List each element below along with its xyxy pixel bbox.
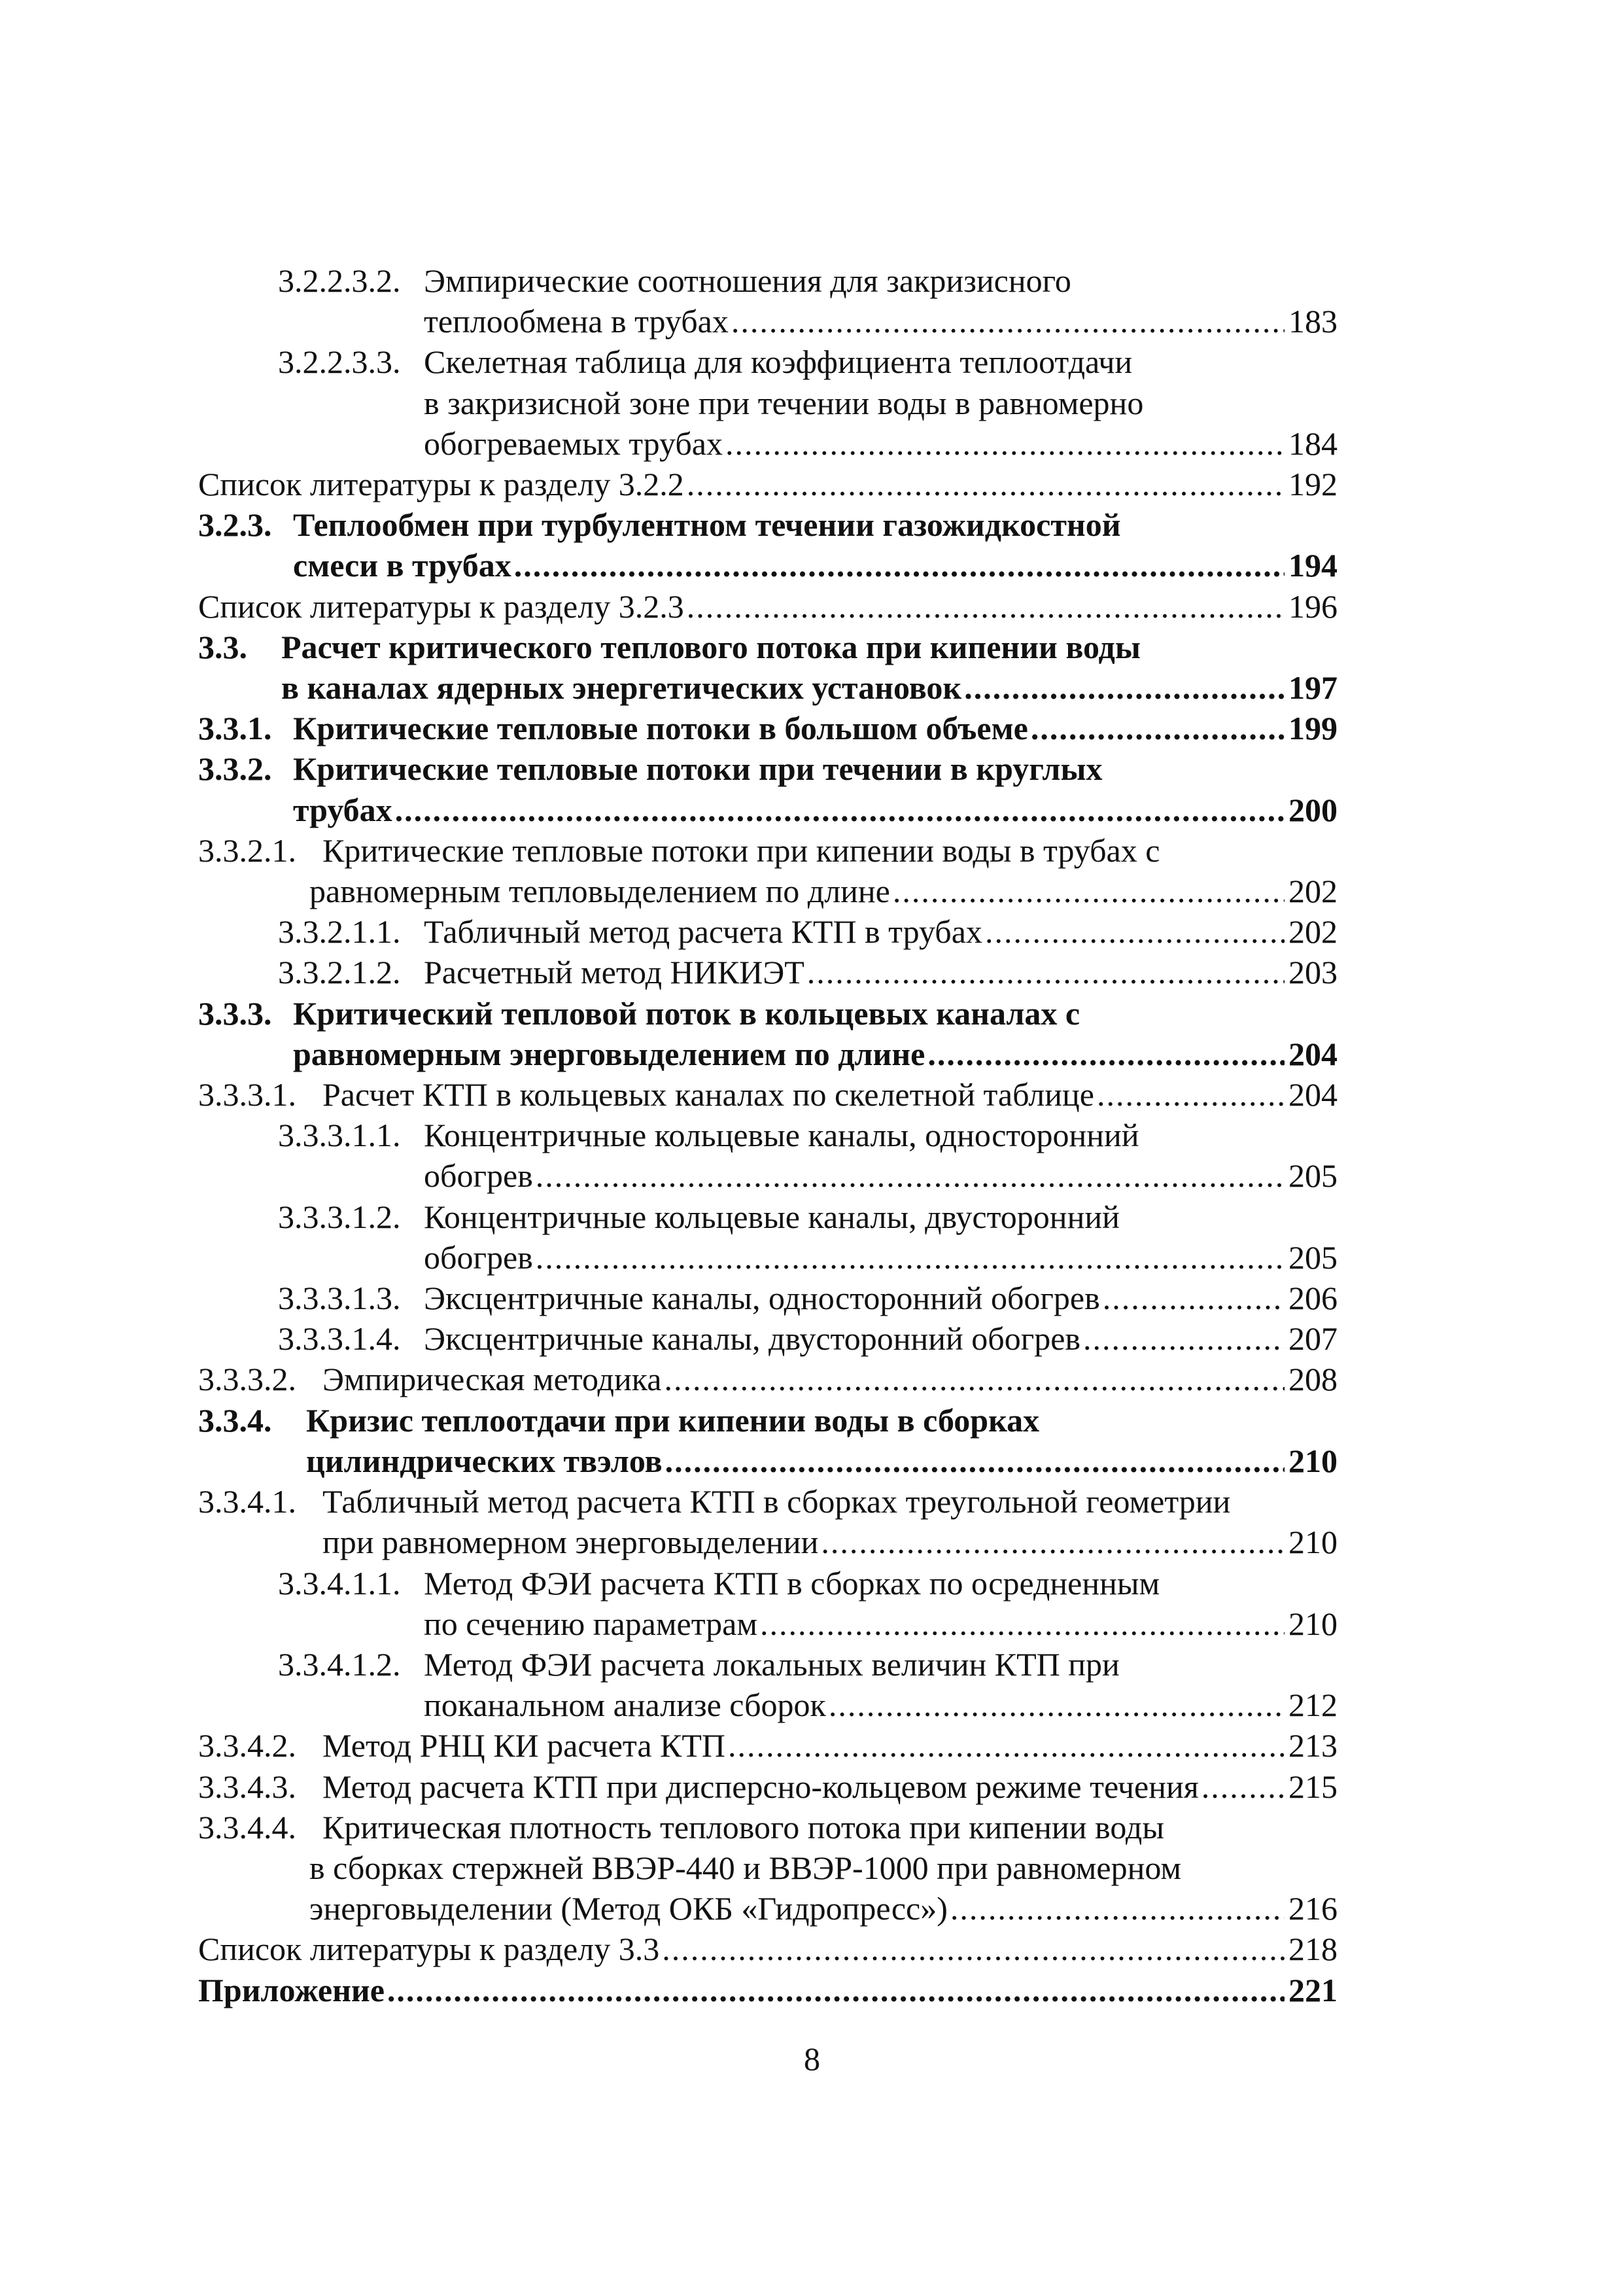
- toc-entry[interactable]: [198, 708, 1338, 748]
- dot-leader: [829, 1685, 1285, 1725]
- toc-entry-text: в закризисной зоне при течении воды в равномерно: [424, 384, 1144, 421]
- toc-page-number: 183: [1288, 303, 1338, 340]
- toc-entry[interactable]: [198, 952, 1338, 992]
- toc-section-number: 3.3.2.1.1.: [278, 913, 401, 951]
- dot-leader: [1031, 708, 1285, 748]
- toc-entry-text: Список литературы к разделу 3.2.3: [198, 587, 684, 625]
- dot-leader: [1083, 1318, 1285, 1359]
- toc-entry-text: обогреваемых трубах: [424, 425, 723, 462]
- dot-leader: [807, 952, 1285, 992]
- toc-entry[interactable]: [198, 586, 1338, 627]
- toc-entry[interactable]: [198, 830, 1338, 911]
- toc-entry[interactable]: [198, 1074, 1338, 1115]
- toc-entry-text: смеси в трубах: [293, 547, 511, 584]
- dot-leader: [1201, 1766, 1285, 1807]
- toc-entry-text: Кризис теплоотдачи при кипении воды в сборках: [306, 1401, 1040, 1439]
- toc-entry-text: Критическая плотность теплового потока при кипении воды: [322, 1808, 1164, 1846]
- dot-leader: [536, 1155, 1285, 1196]
- toc-entry-text: Список литературы к разделу 3.2.2: [198, 466, 684, 503]
- toc-section-number: 3.3.4.4.: [198, 1808, 296, 1846]
- toc-entry-text: Скелетная таблица для коэффициента теплоотдачи: [424, 343, 1133, 381]
- toc-section-number: 3.3.4.2.: [198, 1727, 296, 1764]
- toc-page-number: 184: [1288, 425, 1338, 462]
- toc-entry-text: равномерным тепловыделением по длине: [309, 873, 890, 910]
- toc-entry-text: цилиндрических твэлов: [306, 1442, 663, 1479]
- toc-page-number: 212: [1288, 1687, 1338, 1724]
- toc-section-number: 3.3.3.1.1.: [278, 1117, 401, 1154]
- toc-entry[interactable]: [198, 504, 1338, 586]
- toc-page-number: 207: [1288, 1320, 1338, 1358]
- toc-entry-text: энерговыделении (Метод ОКБ «Гидропресс»): [309, 1890, 948, 1927]
- toc-entry[interactable]: [198, 1400, 1338, 1481]
- dot-leader: [662, 1929, 1285, 1969]
- toc-entry-text: Метод ФЭИ расчета локальных величин КТП при: [424, 1645, 1120, 1683]
- toc-entry[interactable]: [198, 911, 1338, 952]
- toc-page-number: 210: [1288, 1524, 1338, 1561]
- toc-entry-text: Концентричные кольцевые каналы, двусторонний: [424, 1198, 1120, 1235]
- toc-page-number: 196: [1288, 587, 1338, 625]
- toc-entry[interactable]: [198, 1644, 1338, 1725]
- toc-entry[interactable]: [198, 260, 1338, 342]
- toc-entry-text: Эмпирические соотношения для закризисного: [424, 262, 1071, 299]
- toc-section-number: 3.3.4.1.1.: [278, 1564, 401, 1602]
- toc-entry[interactable]: [198, 464, 1338, 504]
- dot-leader: [725, 423, 1285, 464]
- toc-page-number: 208: [1288, 1361, 1338, 1398]
- toc-entry[interactable]: [198, 993, 1338, 1074]
- toc-entry-text: Табличный метод расчета КТП в сборках треугольной геометрии: [322, 1483, 1231, 1520]
- toc-entry-text: Концентричные кольцевые каналы, односторонний: [424, 1117, 1139, 1154]
- dot-leader: [950, 1888, 1285, 1929]
- toc-entry-text: равномерным энерговыделением по длине: [293, 1035, 925, 1072]
- toc-entry[interactable]: [198, 1318, 1338, 1359]
- toc-page-number: 210: [1288, 1605, 1338, 1642]
- toc-section-number: 3.3.2.: [198, 750, 272, 788]
- toc-entry-text: Критические тепловые потоки при кипении воды в трубах с: [322, 832, 1160, 869]
- toc-entry-text: в сборках стержней ВВЭР-440 и ВВЭР-1000 при равномерном: [309, 1849, 1182, 1886]
- toc-entry-text: при равномерном энерговыделении: [322, 1524, 819, 1561]
- toc-entry-text: Метод РНЦ КИ расчета КТП: [322, 1727, 726, 1764]
- toc-entry[interactable]: [198, 1481, 1338, 1562]
- toc-page-number: 215: [1288, 1768, 1338, 1805]
- toc-entry[interactable]: [198, 748, 1338, 830]
- toc-entry-text: обогрев: [424, 1238, 533, 1276]
- toc-entry[interactable]: [198, 1278, 1338, 1318]
- toc-section-number: 3.3.3.2.: [198, 1361, 296, 1398]
- toc-entry-text: Табличный метод расчета КТП в трубах: [424, 913, 982, 951]
- page-number: 8: [804, 2041, 820, 2077]
- toc-page-number: 221: [1288, 1971, 1338, 2008]
- toc-entry-text: Критический тепловой поток в кольцевых каналах с: [293, 994, 1080, 1032]
- toc-section-number: 3.3.4.1.: [198, 1483, 296, 1520]
- dot-leader: [927, 1034, 1285, 1074]
- toc-page-number: 210: [1288, 1442, 1338, 1479]
- toc-page-number: 206: [1288, 1280, 1338, 1317]
- toc-section-number: 3.3.3.: [198, 994, 272, 1032]
- toc-entry-text: Метод ФЭИ расчета КТП в сборках по осредненным: [424, 1564, 1160, 1602]
- toc-section-number: 3.3.2.1.2.: [278, 954, 401, 991]
- dot-leader: [665, 1441, 1285, 1481]
- toc-section-number: 3.2.3.: [198, 506, 272, 544]
- toc-entry-text: Расчет критического теплового потока при кипении воды: [281, 628, 1141, 665]
- toc-entry[interactable]: [198, 627, 1338, 708]
- toc-entry[interactable]: [198, 1197, 1338, 1278]
- toc-entry-text: Теплообмен при турбулентном течении газожидкостной: [293, 506, 1121, 544]
- dot-leader: [985, 911, 1285, 952]
- toc-entry-text: Приложение: [198, 1971, 385, 2008]
- dot-leader: [728, 1725, 1285, 1766]
- toc-page-number: 202: [1288, 873, 1338, 910]
- toc-page-number: 204: [1288, 1035, 1338, 1072]
- toc-section-number: 3.3.4.3.: [198, 1768, 296, 1805]
- toc-entry[interactable]: [198, 1563, 1338, 1644]
- toc-entry-text: Критические тепловые потоки при течении в круглых: [293, 750, 1103, 788]
- toc-section-number: 3.3.3.1.3.: [278, 1280, 401, 1317]
- toc-section-number: 3.3.2.1.: [198, 832, 296, 869]
- toc-page-number: 205: [1288, 1238, 1338, 1276]
- toc-entry-text: Расчет КТП в кольцевых каналах по скелетной таблице: [322, 1076, 1094, 1113]
- toc-section-number: 3.2.2.3.3.: [278, 343, 401, 381]
- toc-entry[interactable]: [198, 342, 1338, 464]
- toc-entry-text: в каналах ядерных энергетических установок: [281, 669, 962, 707]
- toc-section-number: 3.3.: [198, 628, 247, 665]
- toc-entry[interactable]: [198, 1807, 1338, 1929]
- toc-page-number: 205: [1288, 1157, 1338, 1195]
- toc-entry-text: Критические тепловые потоки в большом объеме: [293, 710, 1028, 747]
- dot-leader: [687, 586, 1285, 627]
- dot-leader: [821, 1522, 1285, 1562]
- toc-entry[interactable]: [198, 1970, 1338, 2010]
- toc-page-number: 202: [1288, 913, 1338, 951]
- toc-page-number: 199: [1288, 710, 1338, 747]
- dot-leader: [760, 1603, 1285, 1644]
- dot-leader: [395, 790, 1285, 830]
- dot-leader: [514, 545, 1285, 586]
- dot-leader: [964, 667, 1285, 708]
- toc-entry-text: поканальном анализе сборок: [424, 1687, 826, 1724]
- toc-entry-text: Метод расчета КТП при дисперсно-кольцевом режиме течения: [322, 1768, 1199, 1805]
- toc-entry[interactable]: [198, 1766, 1338, 1807]
- toc-section-number: 3.3.3.1.: [198, 1076, 296, 1113]
- table-of-contents: [198, 260, 1338, 2010]
- toc-entry[interactable]: [198, 1929, 1338, 1969]
- toc-entry-text: Расчетный метод НИКИЭТ: [424, 954, 804, 991]
- dot-leader: [536, 1237, 1285, 1278]
- dot-leader: [731, 301, 1285, 342]
- toc-page-number: 213: [1288, 1727, 1338, 1764]
- toc-entry-text: Эмпирическая методика: [322, 1361, 662, 1398]
- toc-page-number: 194: [1288, 547, 1338, 584]
- toc-entry[interactable]: [198, 1359, 1338, 1399]
- dot-leader: [893, 871, 1285, 911]
- toc-entry-text: Эксцентричные каналы, двусторонний обогрев: [424, 1320, 1081, 1358]
- toc-section-number: 3.3.3.1.4.: [278, 1320, 401, 1358]
- dot-leader: [1097, 1074, 1285, 1115]
- toc-page-number: 192: [1288, 466, 1338, 503]
- dot-leader: [387, 1970, 1285, 2010]
- dot-leader: [687, 464, 1285, 504]
- toc-entry-text: теплообмена в трубах: [424, 303, 729, 340]
- toc-entry-text: трубах: [293, 791, 392, 828]
- toc-page-number: 216: [1288, 1890, 1338, 1927]
- toc-section-number: 3.3.1.: [198, 710, 272, 747]
- toc-page-number: 218: [1288, 1931, 1338, 1968]
- toc-section-number: 3.3.4.: [198, 1401, 272, 1439]
- toc-section-number: 3.3.4.1.2.: [278, 1645, 401, 1683]
- toc-page-number: 204: [1288, 1076, 1338, 1113]
- toc-entry[interactable]: [198, 1115, 1338, 1196]
- toc-page-number: 200: [1288, 791, 1338, 828]
- toc-entry-text: по сечению параметрам: [424, 1605, 757, 1642]
- toc-section-number: 3.3.3.1.2.: [278, 1198, 401, 1235]
- toc-entry[interactable]: [198, 1725, 1338, 1766]
- dot-leader: [664, 1359, 1285, 1399]
- toc-entry-text: Список литературы к разделу 3.3: [198, 1931, 660, 1968]
- toc-page-number: 197: [1288, 669, 1338, 707]
- dot-leader: [1103, 1278, 1285, 1318]
- toc-page-number: 203: [1288, 954, 1338, 991]
- toc-section-number: 3.2.2.3.2.: [278, 262, 401, 299]
- toc-entry-text: обогрев: [424, 1157, 533, 1195]
- toc-entry-text: Эксцентричные каналы, односторонний обогрев: [424, 1280, 1100, 1317]
